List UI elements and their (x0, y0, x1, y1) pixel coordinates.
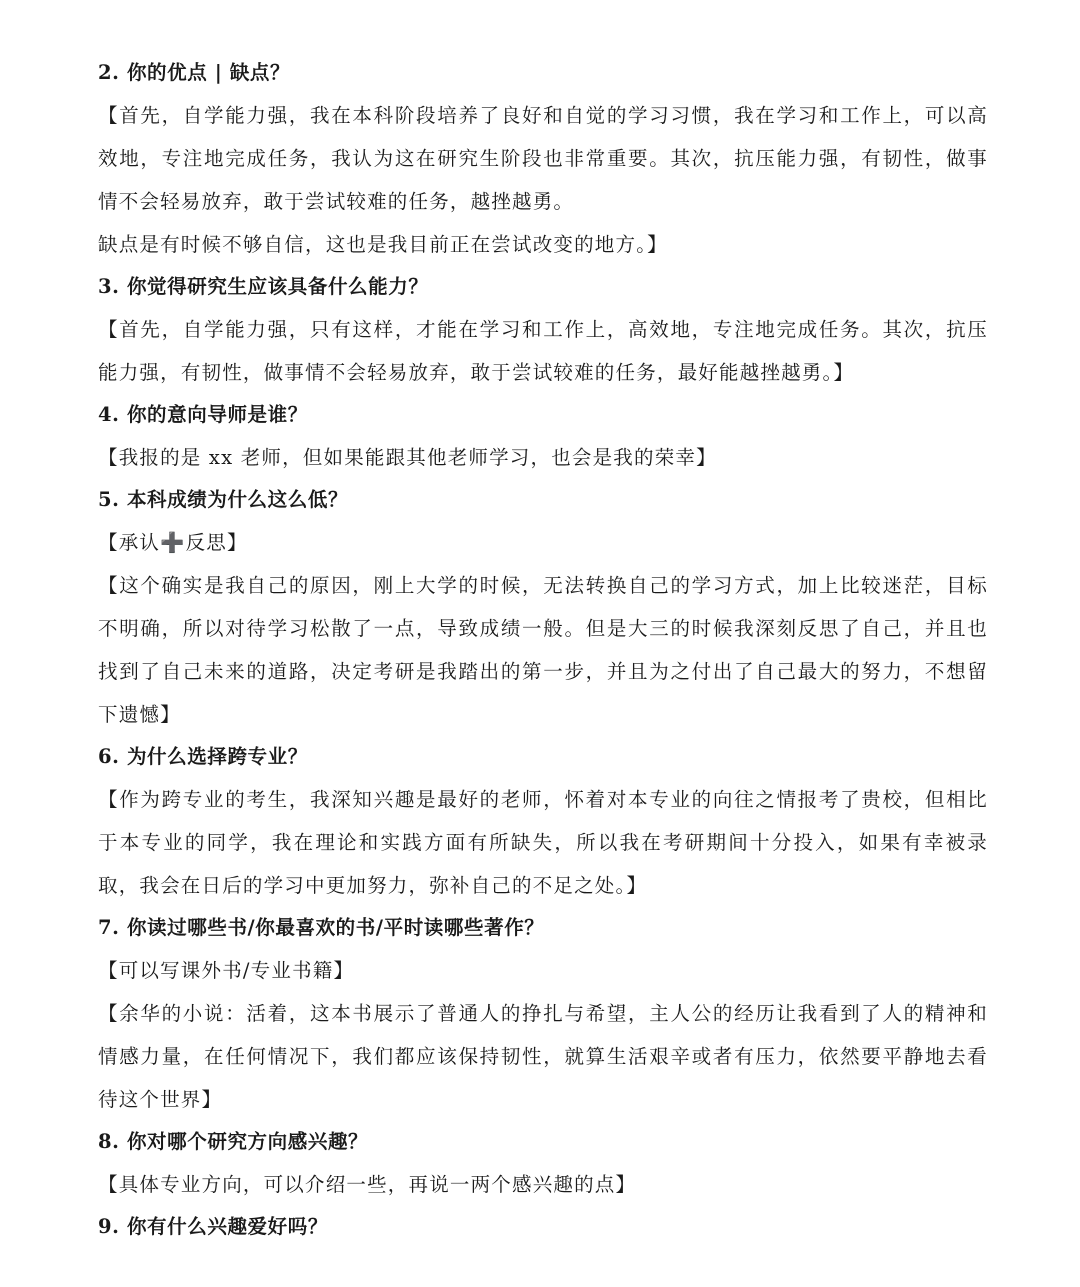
question-heading: 6. 为什么选择跨专业？ (98, 745, 308, 768)
answer-paragraph: 【具体专业方向，可以介绍一些，再说一两个感兴趣的点】 (98, 1173, 637, 1196)
answer-paragraph: 【我报的是 xx 老师，但如果能跟其他老师学习，也会是我的荣幸】 (98, 446, 717, 469)
question-heading: 3. 你觉得研究生应该具备什么能力？ (98, 275, 429, 298)
answer-hint: 【承认➕反思】 (98, 531, 248, 554)
answer-hint: 【可以写课外书/专业书籍】 (98, 959, 355, 982)
answer-paragraph: 【作为跨专业的考生，我深知兴趣是最好的老师，怀着对本专业的向往之情报考了贵校，但相比于本专业的同学，我在理论和实践方面有所缺失，所以我在考研期间十分投入，如果有幸被录取，我会在日后的学习中更加努力，弥补自己的不足之处。】 (98, 788, 988, 897)
answer-paragraph: 【首先，自学能力强，只有这样，才能在学习和工作上，高效地，专注地完成任务。其次，抗压能力强，有韧性，做事情不会轻易放弃，敢于尝试较难的任务，最好能越挫越勇。】 (98, 318, 988, 384)
question-heading: 5. 本科成绩为什么这么低？ (98, 488, 349, 511)
question-heading: 7. 你读过哪些书/你最喜欢的书/平时读哪些著作？ (98, 916, 545, 939)
question-heading: 8. 你对哪个研究方向感兴趣？ (98, 1130, 369, 1153)
document-body (98, 52, 988, 1248)
answer-paragraph: 【这个确实是我自己的原因，刚上大学的时候，无法转换自己的学习方式，加上比较迷茫，目标不明确，所以对待学习松散了一点，导致成绩一般。但是大三的时候我深刻反思了自己，并且也找到了自己未来的道路，决定考研是我踏出的第一步，并且为之付出了自己最大的努力，不想留下遗憾】 (98, 574, 988, 726)
question-heading: 9. 你有什么兴趣爱好吗？ (98, 1215, 328, 1238)
answer-paragraph: 缺点是有时候不够自信，这也是我目前正在尝试改变的地方。】 (98, 233, 668, 256)
question-heading: 4. 你的意向导师是谁？ (98, 403, 308, 426)
answer-paragraph: 【首先，自学能力强，我在本科阶段培养了良好和自觉的学习习惯，我在学习和工作上，可以高效地，专注地完成任务，我认为这在研究生阶段也非常重要。其次，抗压能力强，有韧性，做事情不会轻易放弃，敢于尝试较难的任务，越挫越勇。 (98, 104, 988, 213)
answer-paragraph: 【余华的小说：活着，这本书展示了普通人的挣扎与希望，主人公的经历让我看到了人的精神和情感力量，在任何情况下，我们都应该保持韧性，就算生活艰辛或者有压力，依然要平静地去看待这个世界】 (98, 1002, 988, 1111)
question-heading: 2. 你的优点 | 缺点？ (98, 61, 291, 84)
